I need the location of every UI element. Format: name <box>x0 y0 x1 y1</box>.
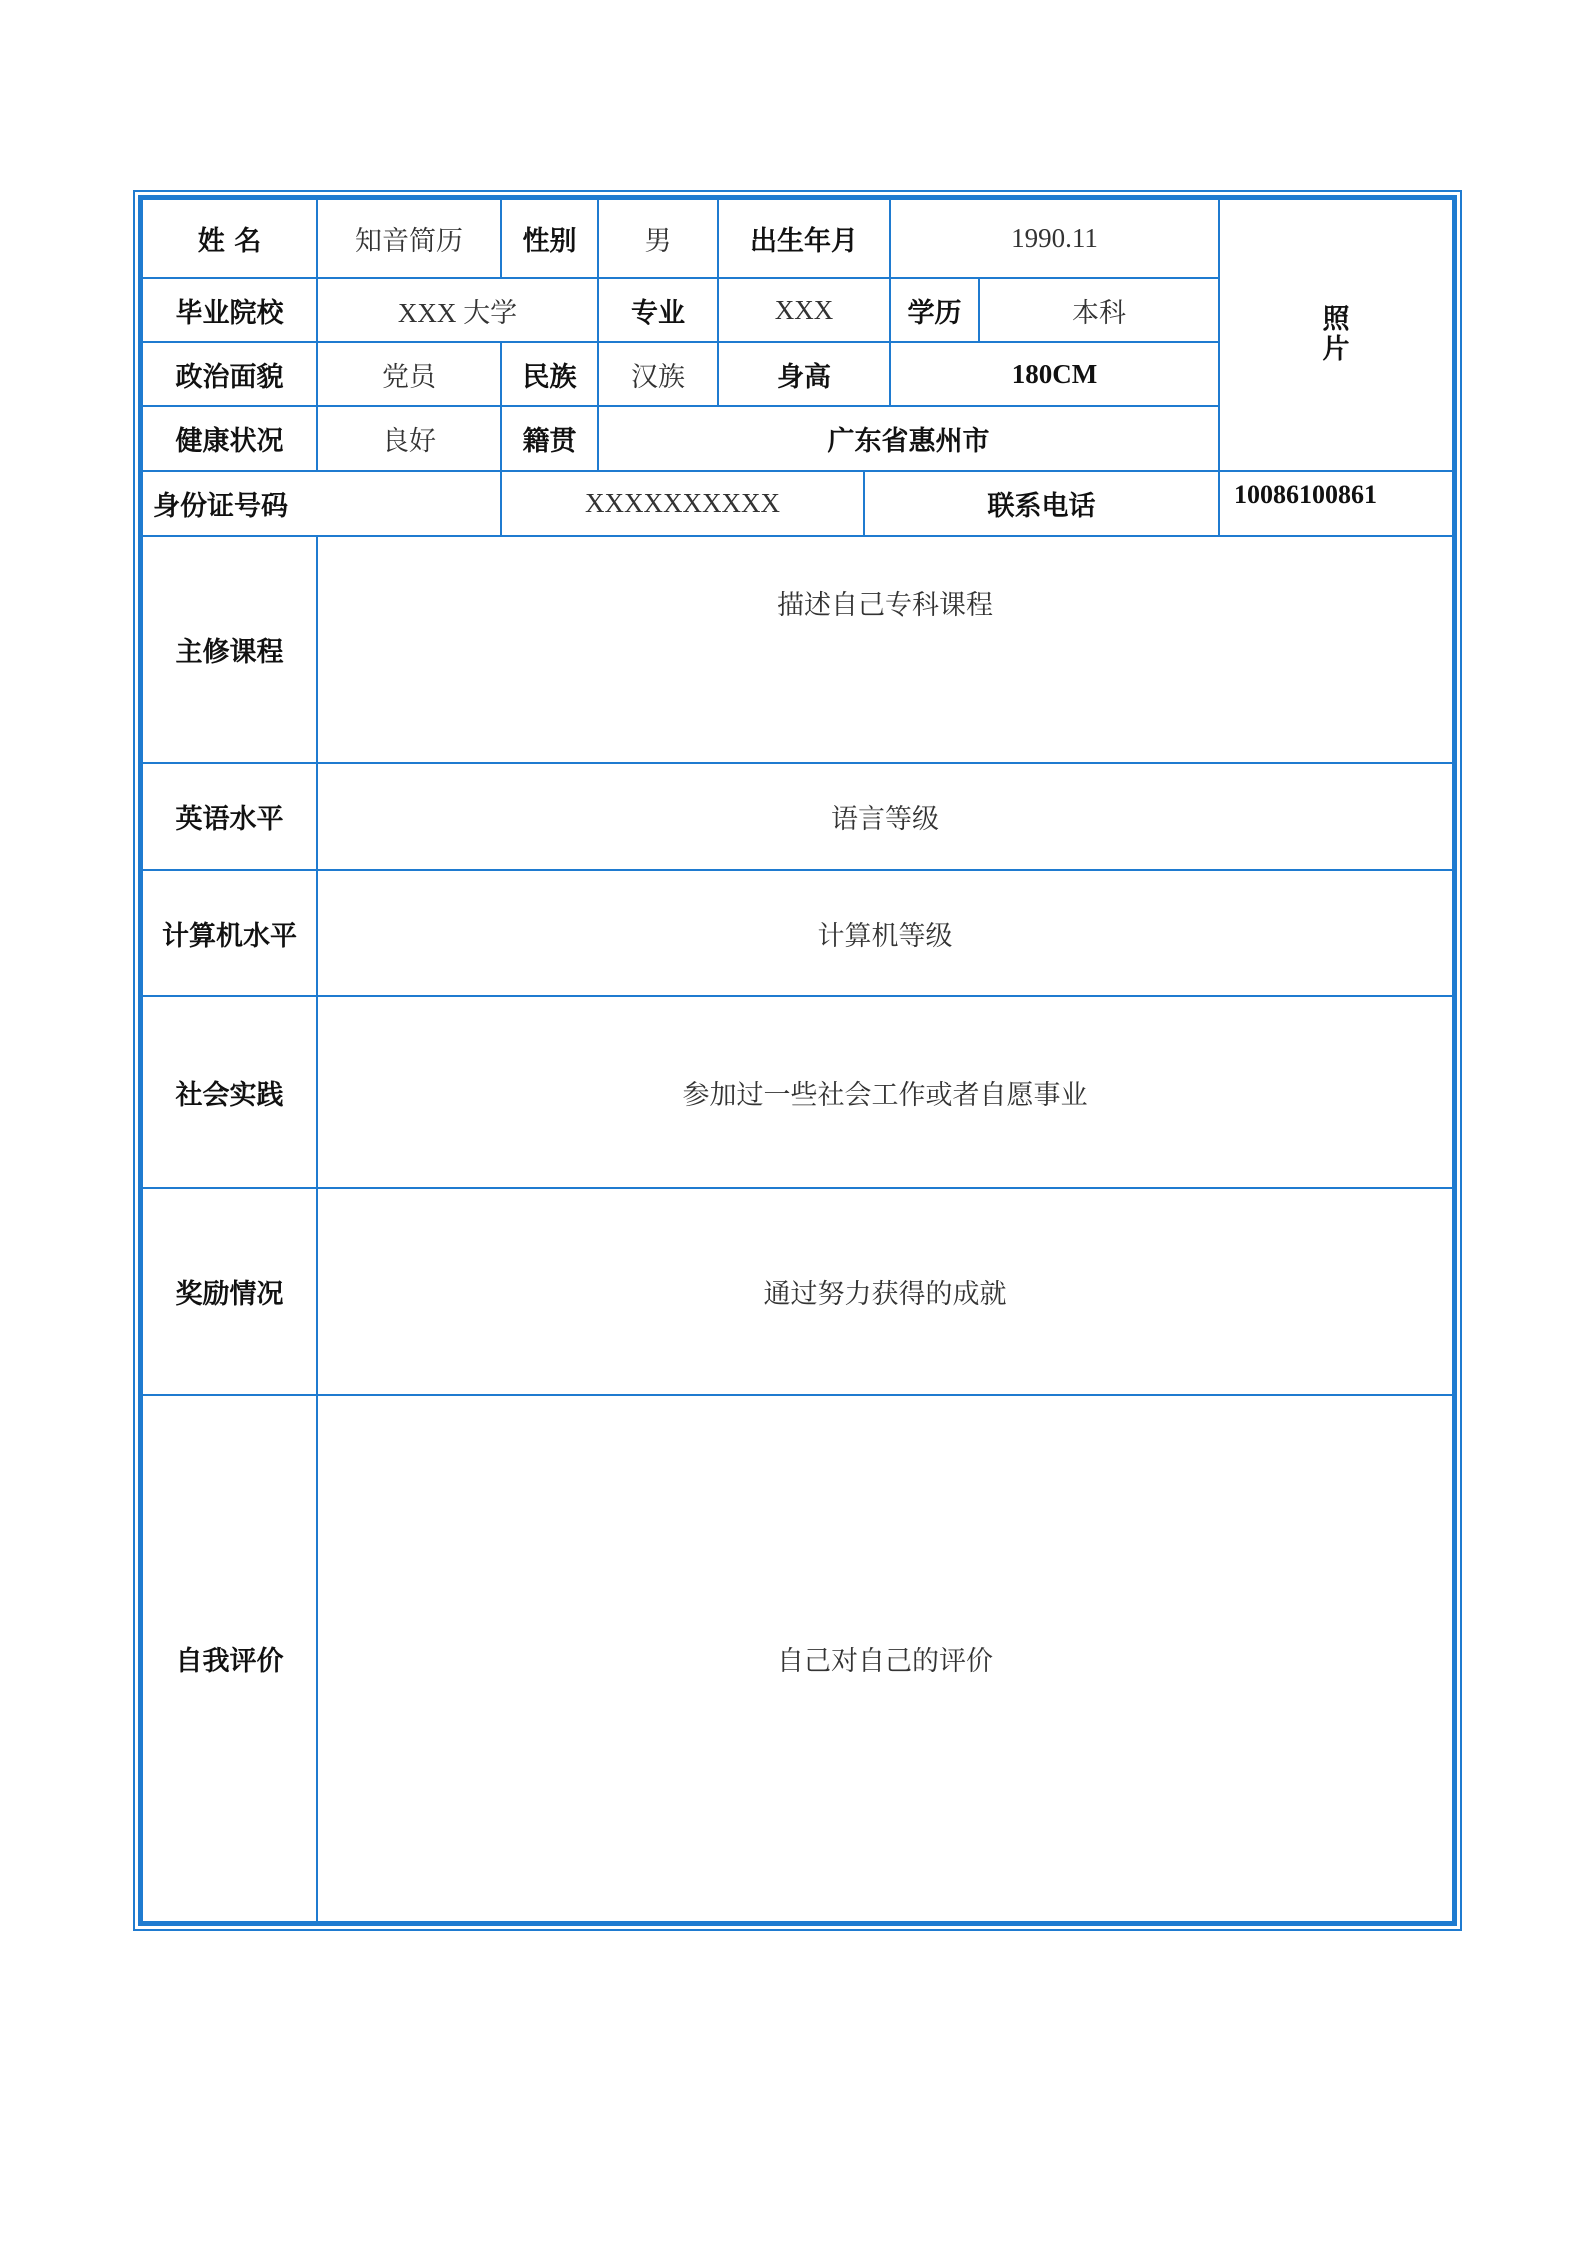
height-label: 身高 <box>719 343 891 407</box>
awards-value: 通过努力获得的成就 <box>318 1189 1452 1396</box>
social-practice-label: 社会实践 <box>143 997 318 1189</box>
native-place-value: 广东省惠州市 <box>599 407 1220 472</box>
ethnic-label: 民族 <box>502 343 599 407</box>
birth-label: 出生年月 <box>719 200 891 279</box>
major-value: XXX <box>719 279 891 343</box>
gender-label: 性别 <box>502 200 599 279</box>
native-place-label: 籍贯 <box>502 407 599 472</box>
awards-label: 奖励情况 <box>143 1189 318 1396</box>
height-value: 180CM <box>891 343 1220 407</box>
self-evaluation-label: 自我评价 <box>143 1396 318 1921</box>
degree-value: 本科 <box>980 279 1220 343</box>
school-label: 毕业院校 <box>143 279 318 343</box>
phone-label: 联系电话 <box>865 472 1220 537</box>
politics-label: 政治面貌 <box>143 343 318 407</box>
courses-value: 描述自己专科课程 <box>318 537 1452 764</box>
id-number-label: 身份证号码 <box>143 472 502 537</box>
social-practice-value: 参加过一些社会工作或者自愿事业 <box>318 997 1452 1189</box>
self-evaluation-value: 自己对自己的评价 <box>777 1646 993 1677</box>
computer-label: 计算机水平 <box>143 871 318 997</box>
degree-label: 学历 <box>891 279 980 343</box>
health-value: 良好 <box>318 407 502 472</box>
gender-value: 男 <box>599 200 719 279</box>
phone-value: 10086100861 <box>1220 472 1452 537</box>
name-label: 姓 名 <box>143 200 318 279</box>
id-number-value: XXXXXXXXXX <box>502 472 865 537</box>
major-label: 专业 <box>599 279 719 343</box>
english-label: 英语水平 <box>143 764 318 871</box>
ethnic-value: 汉族 <box>599 343 719 407</box>
school-value: XXX 大学 <box>318 279 599 343</box>
computer-value: 计算机等级 <box>318 871 1452 997</box>
photo-placeholder: 照 片 <box>1220 200 1452 472</box>
health-label: 健康状况 <box>143 407 318 472</box>
name-value: 知音简历 <box>318 200 502 279</box>
courses-label: 主修课程 <box>143 537 318 764</box>
english-value: 语言等级 <box>318 764 1452 871</box>
politics-value: 党员 <box>318 343 502 407</box>
birth-value: 1990.11 <box>891 200 1220 279</box>
